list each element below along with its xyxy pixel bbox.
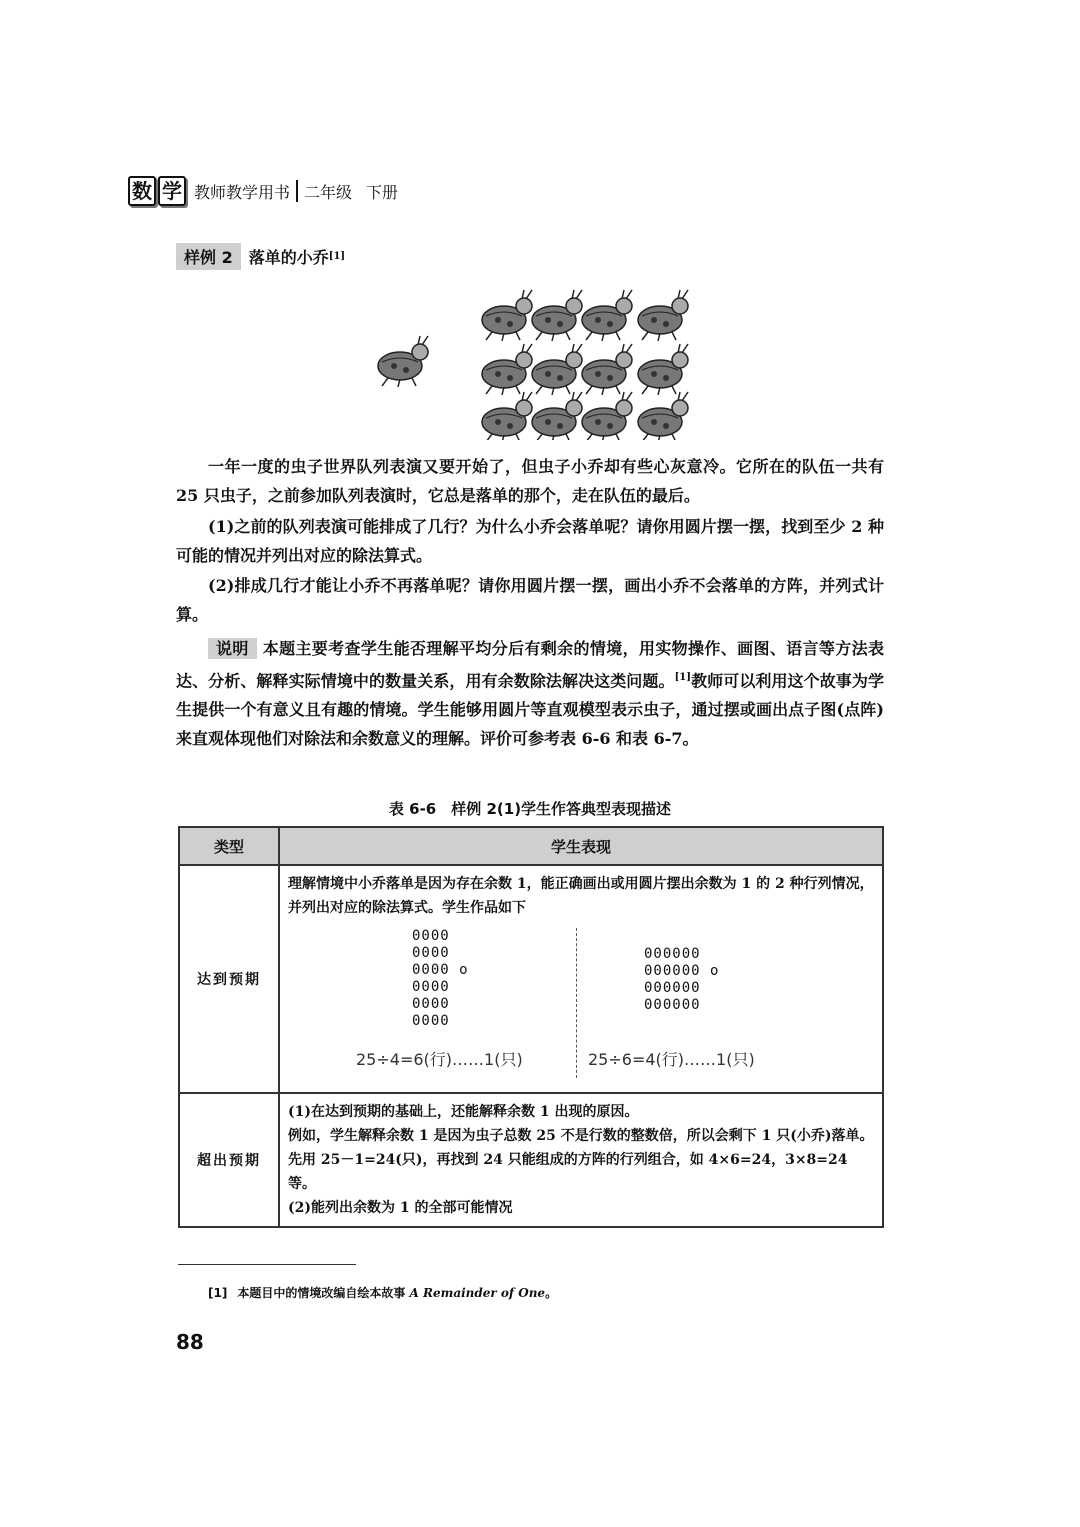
row-type-exceeds: 超出预期	[179, 1093, 279, 1227]
performance-table	[178, 826, 884, 1228]
student-work	[288, 924, 874, 1086]
footnote-ref: [1]	[328, 251, 346, 262]
header-separator	[296, 180, 298, 202]
row-type-meets: 达到预期	[179, 865, 279, 1093]
footnote	[208, 1284, 557, 1301]
bug-parade-illustration	[360, 280, 720, 440]
volume-label: 下册	[366, 182, 399, 202]
question-2: (2)排成几行才能让小乔不再落单呢？请你用圆片摆一摆，画出小乔不会落单的方阵，并列式计算。	[176, 576, 884, 624]
footnote-marker: [1]	[208, 1286, 228, 1300]
dot-array-right: 000000 000000 o 000000 000000	[644, 946, 720, 1013]
equation-right: 25÷6=4(行)……1(只)	[588, 1050, 755, 1069]
footnote-book-title: A Remainder of One	[409, 1286, 546, 1300]
explanation-text-1: 本题主要考查学生能否理解平均分后有剩余的情境，用实物操作、画图、语言等方法表达、分析、解释实际情境中的数量关系，用有余数除法解决这类问题。	[176, 639, 884, 691]
sample-title: 落单的小乔	[248, 248, 329, 267]
exceeds-line-1: (1)在达到预期的基础上，还能解释余数 1 出现的原因。	[288, 1104, 639, 1120]
page-number: 88	[176, 1330, 204, 1354]
footnote-end: 。	[545, 1286, 558, 1300]
table-row	[179, 1093, 883, 1227]
sample-heading	[176, 243, 345, 270]
exceeds-line-2: 例如，学生解释余数 1 是因为虫子总数 25 不是行数的整数倍，所以会剩下 1 只(小乔)落单。先用 25－1=24(只)，再找到 24 只能组成的方阵的行列组合，如 4×6=24，3×8=24 等。	[288, 1128, 874, 1192]
header-text	[194, 180, 398, 203]
explanation-tag: 说明	[208, 638, 257, 659]
footnote-rule	[178, 1264, 356, 1265]
table-header-row	[179, 827, 883, 865]
meets-description: 理解情境中小乔落单是因为存在余数 1，能正确画出或用圆片摆出余数为 1 的 2 种行列情况，并列出对应的除法算式。学生作品如下	[288, 876, 874, 916]
book-title: 教师教学用书	[194, 182, 291, 202]
header-performance: 学生表现	[279, 827, 883, 865]
row-content-meets	[279, 865, 883, 1093]
row-content-exceeds	[279, 1093, 883, 1227]
sample-tag: 样例 2	[176, 243, 241, 270]
explanation-ref: [1]	[674, 672, 691, 683]
lone-bug-icon	[378, 336, 428, 387]
header-type: 类型	[179, 827, 279, 865]
running-header	[128, 176, 398, 206]
question-1: (1)之前的队列表演可能排成了几行？为什么小乔会落单呢？请你用圆片摆一摆，找到至少 2 种可能的情况并列出对应的除法算式。	[176, 517, 884, 565]
explanation-text-2: 教师可以利用这个故事为学生提供一个有意义且有趣的情境。学生能够用圆片等直观模型表示虫子，通过摆或画出点子图(点阵)来直观体现他们对除法和余数意义的理解。评价可参考表 6-6 和表 6-7。	[176, 671, 884, 749]
footnote-text: 本题目中的情境改编自绘本故事	[237, 1286, 406, 1300]
table-row	[179, 865, 883, 1093]
exceeds-line-3: (2)能列出余数为 1 的全部可能情况	[288, 1200, 513, 1216]
explanation-paragraph	[176, 634, 884, 753]
equation-left: 25÷4=6(行)……1(只)	[356, 1050, 523, 1069]
story-intro: 一年一度的虫子世界队列表演又要开始了，但虫子小乔却有些心灰意冷。它所在的队伍一共有 25 只虫子，之前参加队列表演时，它总是落单的那个，走在队伍的最后。	[176, 457, 884, 505]
table-caption: 表 6-6 样例 2(1)学生作答典型表现描述	[388, 800, 672, 818]
grade-label: 二年级	[304, 182, 353, 202]
logo-char-xue: 学	[158, 176, 186, 206]
dashed-divider	[576, 928, 577, 1078]
dot-array-left: 0000 0000 0000 o 0000 0000 0000	[412, 928, 469, 1029]
logo-char-shu: 数	[128, 176, 156, 206]
